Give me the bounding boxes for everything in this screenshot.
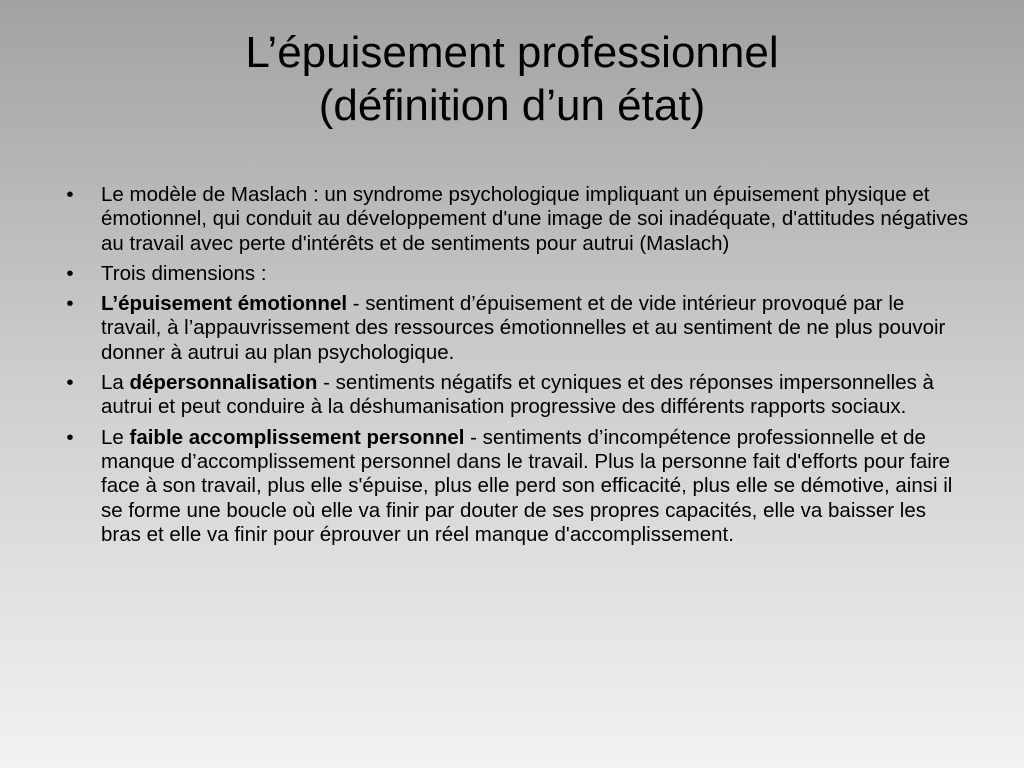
bullet-bold-term: faible accomplissement personnel xyxy=(129,425,465,449)
bullet-maslach-model xyxy=(60,183,970,256)
bullet-dot-icon: • xyxy=(66,292,74,316)
bullet-prefix: Le xyxy=(101,425,130,449)
bullet-body: Trois dimensions : xyxy=(101,261,267,285)
bullet-list xyxy=(60,183,970,553)
bullet-text xyxy=(101,262,970,286)
bullet-emotional-exhaustion xyxy=(60,292,970,365)
bullet-prefix: La xyxy=(101,371,130,395)
bullet-text xyxy=(101,183,970,256)
bullet-body: - sentiment d’épuisement et de vide intérieur provoqué par le travail, à l’appauvrissement des ressources émotionnelles et au sentiment de ne plus pouvoir donner à autrui au plan psychologique. xyxy=(101,292,946,364)
bullet-three-dimensions xyxy=(60,262,970,286)
bullet-body: Le modèle de Maslach : un syndrome psychologique impliquant un épuisement physique et émotionnel, qui conduit au développement d'une image de soi inadéquate, d'attitudes négatives au travail avec perte d'intérêts et de sentiments pour autrui (Maslach) xyxy=(101,183,969,255)
bullet-bold-term: L’épuisement émotionnel xyxy=(101,292,348,316)
slide-title-line-1: L’épuisement professionnel xyxy=(245,28,779,77)
bullet-body: - sentiments négatifs et cyniques et des réponses impersonnelles à autrui et peut conduire à la déshumanisation progressive des différents rapports sociaux. xyxy=(101,371,934,419)
bullet-dot-icon: • xyxy=(66,425,74,449)
bullet-low-accomplishment xyxy=(60,426,970,547)
bullet-dot-icon: • xyxy=(66,371,74,395)
bullet-text xyxy=(101,426,970,547)
bullet-dot-icon: • xyxy=(66,261,74,285)
bullet-text xyxy=(101,371,970,420)
bullet-bold-term: dépersonnalisation xyxy=(129,371,318,395)
bullet-text xyxy=(101,292,970,365)
slide-title-line-2: (définition d’un état) xyxy=(318,81,706,130)
bullet-body: - sentiments d’incompétence professionnelle et de manque d’accomplissement personnel dans le travail. Plus la personne fait d'efforts pour faire face à son travail, plus elle s'épuise, plus elle perd son efficacité, plus elle se démotive, ainsi il se forme une boucle où elle va finir par douter de ses propres capacités, elle va baisser les bras et elle va finir pour éprouver un réel manque d'accomplissement. xyxy=(101,425,953,546)
bullet-dot-icon: • xyxy=(66,183,74,206)
slide-title xyxy=(60,26,964,132)
bullet-depersonalization xyxy=(60,371,970,420)
